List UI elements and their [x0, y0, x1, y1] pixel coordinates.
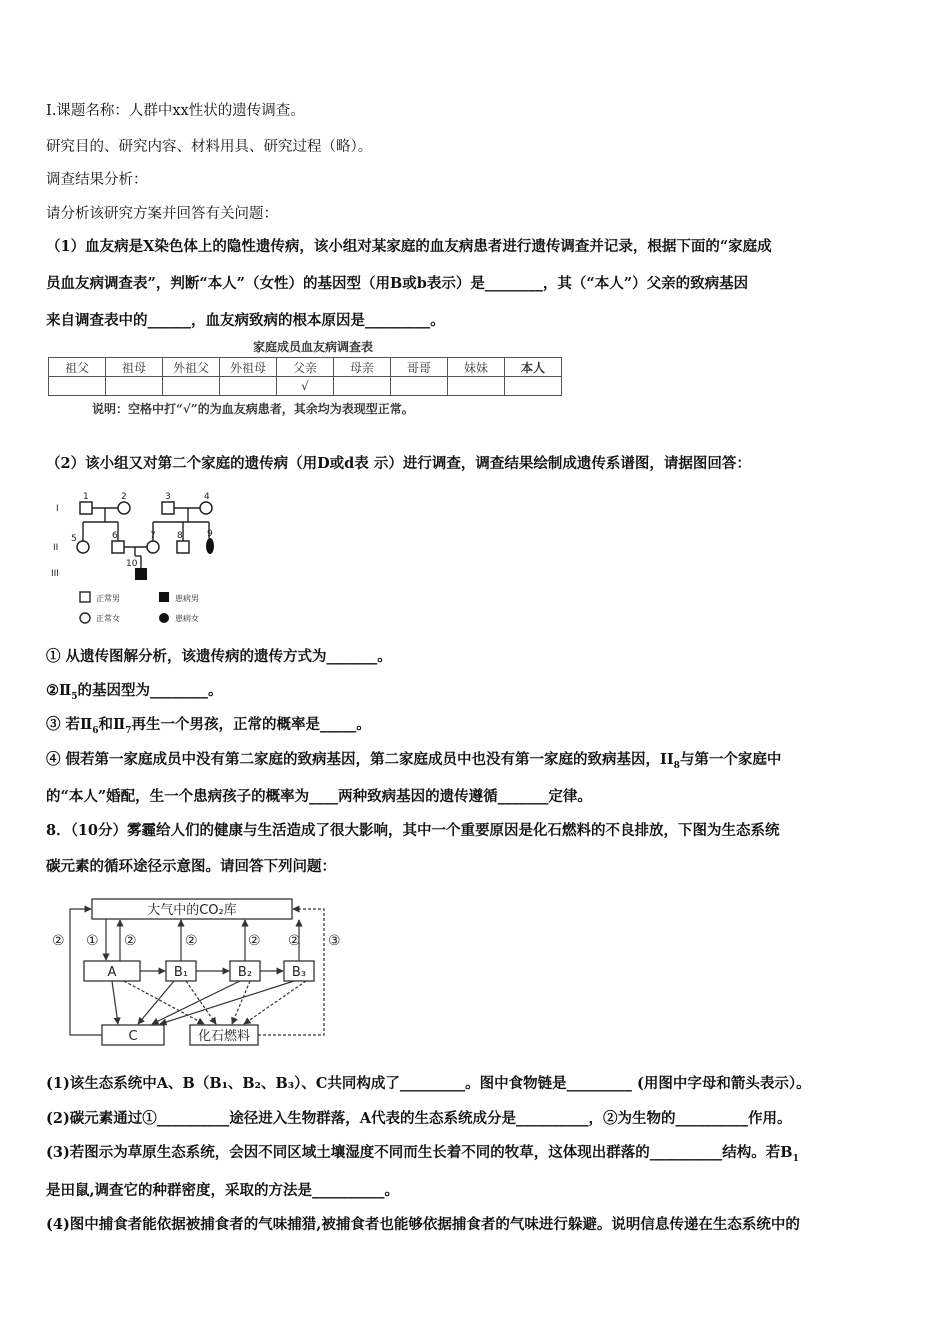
individual-number: 9	[207, 529, 213, 539]
survey-table-figure	[48, 338, 588, 417]
sub-q2: $②Ⅱ_5$的基因型为________。	[46, 682, 223, 702]
part1-line: (1)该生态系统中A、B（B₁、B₂、B₃）、C共同构成了_________。图中食物链是_________ (用图中字母和箭头表示）。	[46, 1075, 811, 1092]
survey-table-title: 家庭成员血友病调查表	[252, 340, 373, 354]
q1-line-c: 来自调查表中的______，血友病致病的根本原因是_________。	[46, 312, 445, 329]
node-c-label: C	[128, 1029, 138, 1044]
pedigree-female-normal	[200, 502, 212, 514]
pedigree-female-normal	[118, 502, 130, 514]
pedigree-male-normal	[80, 502, 92, 514]
sub-q4-b: 的“本人”婚配，生一个患病孩子的概率为____两种致病基因的遗传遵循_______定律。	[46, 788, 592, 805]
survey-header-cell: 母亲	[334, 358, 391, 377]
q2-line: （2）该小组又对第二个家庭的遗传病（用D或d表 示）进行调查，调查结果绘制成遗传系谱图，请据图回答：	[46, 455, 751, 472]
legend-male-normal-icon	[80, 592, 90, 602]
sub-q4-a: ④ 假若第一家庭成员中没有第二家庭的致病基因，第二家庭成员中也没有第一家庭的致病基因，$II_8$与第一个家庭中	[46, 751, 782, 771]
legend-label: 正常女	[96, 614, 120, 623]
line-analysis: 调查结果分析：	[46, 172, 148, 188]
node-b2-label: B₂	[237, 965, 253, 980]
line-purpose: 研究目的、研究内容、材料用具、研究过程（略）。	[46, 139, 373, 155]
arrow-label: ②	[124, 933, 137, 949]
arrow-label: ②	[52, 933, 65, 949]
survey-table	[48, 357, 562, 396]
survey-mark-cell	[163, 377, 220, 396]
survey-header-row	[49, 358, 562, 377]
line-topic: I.课题名称：人群中xx性状的遗传调查。	[46, 103, 305, 119]
legend-female-affected-icon	[159, 613, 169, 623]
arrow-label: ③	[328, 933, 341, 949]
survey-mark-cell	[448, 377, 505, 396]
survey-header-cell: 外祖父	[163, 358, 220, 377]
survey-mark-cell	[334, 377, 391, 396]
legend-female-normal-icon	[80, 613, 90, 623]
survey-header-cell: 父亲	[277, 358, 334, 377]
individual-number: 5	[71, 534, 77, 544]
legend-label: 正常男	[96, 594, 120, 603]
part3-line-a: (3)若图示为草原生态系统，会因不同区域土壤湿度不同而生长着不同的牧草，这体现出群落的__________结构。若$B_1$	[46, 1144, 799, 1164]
part4-line: (4)图中捕食者能依据被捕食者的气味捕猎,被捕食者也能够依据捕食者的气味进行躲避。说明信息传递在生态系统中的	[46, 1216, 800, 1233]
gen-label: II	[53, 543, 59, 553]
co2-pool-label: 大气中的CO₂库	[147, 903, 237, 918]
fossil-fuel-label: 化石燃料	[197, 1029, 251, 1044]
sub-q1: ① 从遗传图解分析，该遗传病的遗传方式为_______。	[46, 648, 392, 665]
individual-number: 2	[121, 492, 127, 502]
pedigree-male-affected	[135, 568, 147, 580]
arrow-label: ①	[86, 933, 99, 949]
pedigree-female-normal	[147, 541, 159, 553]
gen-label: I	[56, 504, 59, 514]
arrow-label: ②	[288, 933, 301, 949]
node-a-label: A	[107, 965, 117, 980]
pedigree-female-affected	[206, 538, 214, 554]
node-b1-label: B₁	[173, 965, 189, 980]
survey-mark-cell	[106, 377, 163, 396]
gen-label: III	[51, 569, 59, 579]
individual-number: 6	[112, 531, 118, 541]
survey-mark-row	[49, 377, 562, 396]
pedigree-male-normal	[162, 502, 174, 514]
individual-number: 8	[177, 531, 183, 541]
carbon-cycle-diagram	[44, 893, 354, 1053]
survey-header-cell: 本人	[505, 358, 562, 377]
individual-number: 1	[83, 492, 89, 502]
survey-mark-cell	[49, 377, 106, 396]
part3-line-b: 是田鼠,调查它的种群密度，采取的方法是__________。	[46, 1182, 400, 1199]
line-instruction: 请分析该研究方案并回答有关问题：	[46, 206, 278, 222]
individual-number: 4	[204, 492, 210, 502]
survey-mark-cell	[391, 377, 448, 396]
legend-label: 患病男	[175, 594, 199, 603]
arrow-label: ②	[248, 933, 261, 949]
survey-table-note: 说明：空格中打“√”的为血友病患者，其余均为表现型正常。	[92, 402, 414, 416]
pedigree-male-normal	[177, 541, 189, 553]
pedigree-female-normal	[77, 541, 89, 553]
survey-header-cell: 哥哥	[391, 358, 448, 377]
legend-male-affected-icon	[159, 592, 169, 602]
q8-line-a: 8．（10分）雾霾给人们的健康与生活造成了很大影响，其中一个重要原因是化石燃料的不良排放，下图为生态系统	[46, 822, 780, 839]
survey-header-cell: 妹妹	[448, 358, 505, 377]
individual-number: 3	[165, 492, 171, 502]
q8-line-b: 碳元素的循环途径示意图。请回答下列问题：	[46, 858, 336, 875]
survey-header-cell: 祖父	[49, 358, 106, 377]
q1-line-a: （1）血友病是X染色体上的隐性遗传病，该小组对某家庭的血友病患者进行遗传调查并记录，根据下面的“家庭成	[46, 238, 772, 255]
pedigree-chart	[46, 484, 246, 630]
survey-mark-cell	[505, 377, 562, 396]
sub-q3: ③ 若$Ⅱ_6$和$Ⅱ_7$再生一个男孩，正常的概率是_____。	[46, 716, 371, 736]
survey-header-cell: 外祖母	[220, 358, 277, 377]
pedigree-male-normal	[112, 541, 124, 553]
arrow-label: ②	[185, 933, 198, 949]
survey-mark-cell: √	[277, 377, 334, 396]
node-b3-label: B₃	[291, 965, 307, 980]
individual-number: 10	[126, 559, 138, 569]
survey-mark-cell	[220, 377, 277, 396]
survey-header-cell: 祖母	[106, 358, 163, 377]
part2-line: (2)碳元素通过①__________途径进入生物群落，A代表的生态系统成分是__________，②为生物的__________作用。	[46, 1110, 792, 1127]
individual-number: 7	[150, 531, 156, 541]
q1-line-b: 员血友病调查表”，判断“本人”（女性）的基因型（用B或b表示）是________，其（“本人”）父亲的致病基因	[46, 275, 749, 292]
legend-label: 患病女	[175, 614, 199, 623]
